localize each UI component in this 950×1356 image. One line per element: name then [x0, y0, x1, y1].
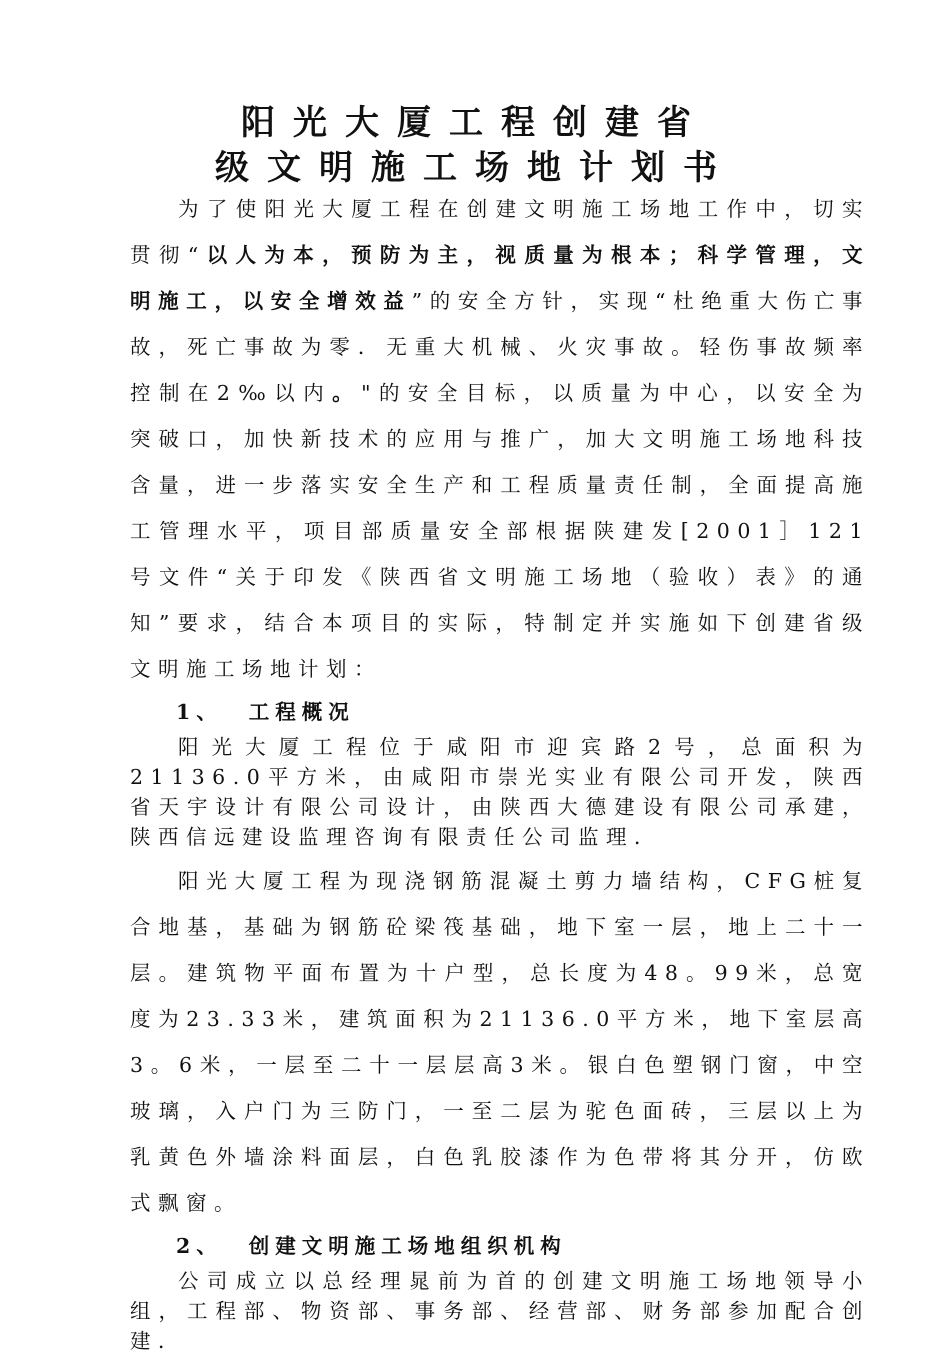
document-body [130, 186, 870, 1356]
section-1-paragraph-2: 阳光大厦工程为现浇钢筋混凝土剪力墙结构，CFG桩复合地基，基础为钢筋砼梁筏基础，地下室一层，地上二十一层。建筑物平面布置为十户型，总长度为48。99米，总宽度为23.33米，建筑面积为21136.0平方米，地下室层高3。6米，一层至二十一层层高3米。银白色塑钢门窗，中空玻璃，入户门为三防门，一至二层为驼色面砖，三层以上为乳黄色外墙涂料面层，白色乳胶漆作为色带将其分开，仿欧式飘窗。 [130, 869, 870, 1215]
intro-text-a: 为了使阳光大厦工程在创建文明施工场地工作中，切实贯彻“ [130, 197, 870, 267]
document-title-line-1: 阳光大厦工程创建省 [241, 103, 709, 143]
intro-paragraph [130, 186, 870, 692]
document-title-line-2: 级文明施工场地计划书 [215, 148, 735, 188]
intro-text-c: "的安全目标，以质量为中心，以安全为突破口，加快新技术的应用与推广，加大文明施工场地科技含量，进一步落实安全生产和工程质量责任制，全面提高施工管理水平，项目部质量安全部根据陕建发[2001］121号文件“关于印发《陕西省文明施工场地（验收）表》的通知”要求，结合本项目的实际，特制定并实施如下创建省级文明施工场地计划： [130, 381, 871, 681]
section-1-title: 工程概况 [248, 700, 355, 724]
section-1-paragraph-1: 阳光大厦工程位于咸阳市迎宾路2号，总面积为21136.0平方米，由咸阳市崇光实业有限公司开发，陕西省天宇设计有限公司设计，由陕西大德建设有限公司承建，陕西信远建设监理咨询有限责任公司监理． [130, 735, 870, 849]
intro-policy-bold: 以人为本，预防为主，视质量为根本；科学管理，文明施工，以安全增效益 [130, 243, 871, 313]
section-2-title: 创建文明施工场地组织机构 [248, 1234, 567, 1258]
section-2-heading [130, 1228, 870, 1264]
intro-bold-mark: 。 [332, 381, 362, 405]
section-1-number: 1、 [176, 700, 223, 724]
section-2-paragraph-1: 公司成立以总经理晁前为首的创建文明施工场地领导小组，工程部、物资部、事务部、经营部、财务部参加配合创建． [130, 1269, 870, 1353]
section-1-heading [130, 694, 870, 730]
section-2-number: 2、 [176, 1234, 223, 1258]
intro-text-b: ”的安全方针，实现“杜绝重大伤亡事故，死亡事故为零．无重大机械、火灾事故。轻伤事故频率控制在2‰以内 [130, 289, 871, 405]
